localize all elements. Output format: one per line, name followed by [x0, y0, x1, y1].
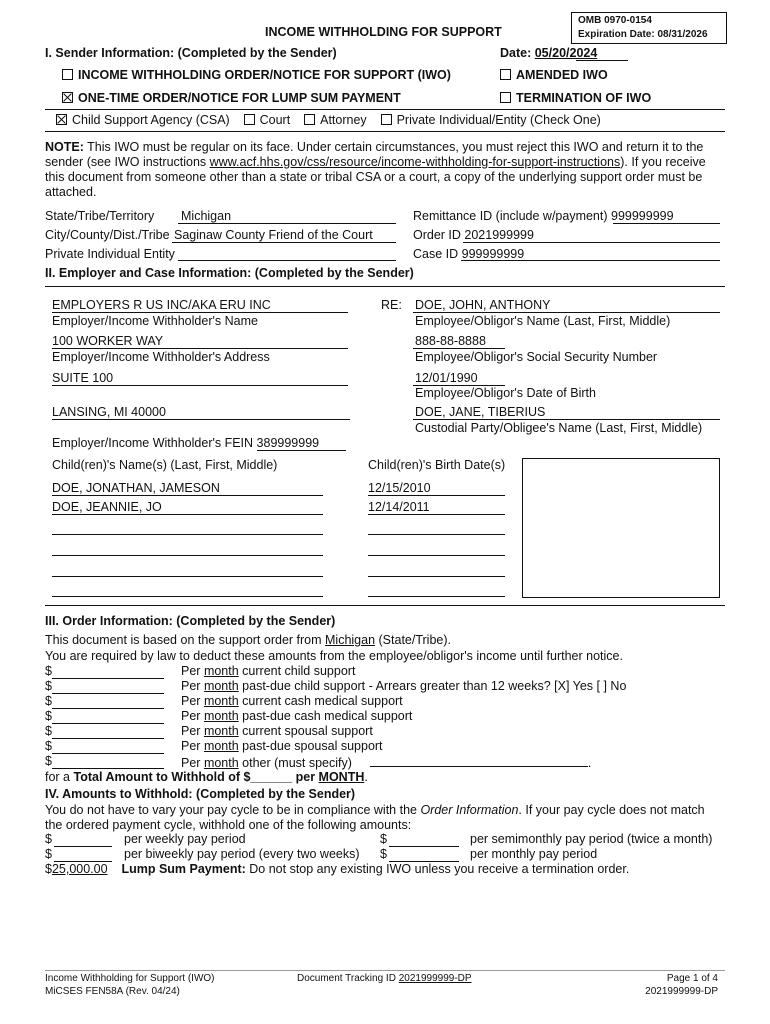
order-based-on: This document is based on the support order from Michigan (State/Tribe).: [45, 633, 451, 647]
weekly-amount[interactable]: [54, 846, 112, 847]
semimonthly-amount[interactable]: [389, 846, 459, 847]
order-amount-field[interactable]: [52, 753, 164, 754]
checkbox-unchecked[interactable]: [500, 69, 511, 80]
custodial-name-label: Custodial Party/Obligee's Name (Last, First, Middle): [415, 421, 703, 435]
order-dollar: $: [45, 739, 52, 753]
instructions-link[interactable]: www.acf.hhs.gov/css/resource/income-withholding-for-support-instructions: [209, 155, 621, 169]
option-amended-label: AMENDED IWO: [516, 68, 608, 82]
employer-address-1[interactable]: 100 WORKER WAY: [52, 334, 164, 348]
semimonthly-label: per semimonthly pay period (twice a month): [470, 832, 713, 846]
semimonthly-dollar: $: [380, 832, 387, 846]
employee-ssn[interactable]: 888-88-8888: [415, 334, 486, 348]
order-amount-field[interactable]: [52, 708, 164, 709]
checkbox-checked[interactable]: [56, 114, 67, 125]
city-value[interactable]: Saginaw County Friend of the Court: [174, 228, 373, 242]
employer-address-3[interactable]: LANSING, MI 40000: [52, 405, 166, 419]
employer-address-label: Employer/Income Withholder's Address: [52, 350, 270, 364]
other-specify-field[interactable]: [370, 754, 588, 767]
sender-attorney-label: Attorney: [320, 113, 367, 127]
footer-page-number: Page 1 of 4: [666, 973, 718, 984]
fein-field[interactable]: Employer/Income Withholder's FEIN 389999999: [52, 436, 320, 450]
case-id-field[interactable]: Case ID 999999999: [413, 247, 525, 261]
sender-csa-label: Child Support Agency (CSA): [72, 113, 230, 127]
state-label: State/Tribe/Territory: [45, 209, 155, 223]
page-title: INCOME WITHHOLDING FOR SUPPORT: [265, 25, 502, 39]
employer-name-label: Employer/Income Withholder's Name: [52, 314, 258, 328]
order-dollar: $: [45, 664, 52, 678]
employee-dob[interactable]: 12/01/1990: [415, 371, 478, 385]
order-item-3: Per month current cash medical support: [181, 694, 403, 708]
checkbox-unchecked[interactable]: [304, 114, 315, 125]
children-names-label: Child(ren)'s Name(s) (Last, First, Middle): [52, 458, 278, 472]
employee-dob-label: Employee/Obligor's Date of Birth: [415, 386, 596, 400]
order-item-6: Per month past-due spousal support: [181, 739, 383, 753]
date-label: Date:: [500, 46, 535, 60]
notes-box[interactable]: [522, 458, 720, 598]
weekly-label: per weekly pay period: [124, 832, 246, 846]
section-2-heading: II. Employer and Case Information: (Completed by the Sender): [45, 266, 414, 280]
footer-form-number: MiCSES FEN58A (Rev. 04/24): [45, 986, 180, 997]
order-amount-field[interactable]: [52, 678, 164, 679]
option-onetime-label: ONE-TIME ORDER/NOTICE FOR LUMP SUM PAYMENT: [78, 91, 401, 105]
date-field: [500, 46, 597, 60]
child-dob-1[interactable]: 12/15/2010: [368, 481, 431, 495]
order-dollar: $: [45, 679, 52, 693]
note-line-1: NOTE: This IWO must be regular on its face. Under certain circumstances, you must reject this IWO and return it to the: [45, 140, 704, 154]
sender-private-label: Private Individual/Entity (Check One): [396, 113, 601, 127]
total-line: for a Total Amount to Withhold of $______ per MONTH.: [45, 770, 368, 784]
footer-tracking-id-right: 2021999999-DP: [645, 986, 718, 997]
option-termination[interactable]: [500, 91, 651, 105]
order-item-4: Per month past-due cash medical support: [181, 709, 413, 723]
order-item-2: Per month past-due child support - Arrears greater than 12 weeks? [X] Yes [ ] No: [181, 679, 627, 693]
withhold-one-line: the ordered payment cycle, withhold one of the following amounts:: [45, 818, 412, 832]
order-dollar: $: [45, 754, 52, 768]
child-dob-2[interactable]: 12/14/2011: [368, 500, 430, 514]
order-amount-field[interactable]: [52, 738, 164, 739]
date-value[interactable]: 05/20/2024: [534, 46, 598, 60]
order-dollar: $: [45, 709, 52, 723]
lump-sum-amount[interactable]: 25,000.00: [51, 862, 108, 876]
option-iwo[interactable]: [62, 68, 451, 82]
weekly-dollar: $: [45, 832, 52, 846]
monthly-dollar: $: [380, 847, 387, 861]
child-name-2[interactable]: DOE, JEANNIE, JO: [52, 500, 162, 514]
note-line-3: this document from someone other than a state or tribal CSA or a court, a copy of the underlying support order must be: [45, 170, 703, 184]
child-name-1[interactable]: DOE, JONATHAN, JAMESON: [52, 481, 220, 495]
footer-tracking-id: Document Tracking ID 2021999999-DP: [297, 973, 472, 984]
order-amount-field[interactable]: [52, 768, 164, 769]
custodial-name[interactable]: DOE, JANE, TIBERIUS: [415, 405, 546, 419]
order-amount-field[interactable]: [52, 693, 164, 694]
employee-name[interactable]: DOE, JOHN, ANTHONY: [415, 298, 551, 312]
employee-ssn-label: Employee/Obligor's Social Security Number: [415, 350, 658, 364]
checkbox-unchecked[interactable]: [244, 114, 255, 125]
checkbox-unchecked[interactable]: [381, 114, 392, 125]
city-label: City/County/Dist./Tribe: [45, 228, 170, 242]
option-termination-label: TERMINATION OF IWO: [516, 91, 652, 105]
section-3-heading: III. Order Information: (Completed by the Sender): [45, 614, 336, 628]
footer-form-name: Income Withholding for Support (IWO): [45, 973, 215, 984]
omb-expiration: Expiration Date: 08/31/2026: [578, 29, 708, 40]
private-entity-label: Private Individual Entity: [45, 247, 175, 261]
order-dollar: $: [45, 694, 52, 708]
employer-address-2[interactable]: SUITE 100: [52, 371, 114, 385]
sender-type-row: [56, 113, 601, 127]
order-item-7: Per month other (must specify) .: [181, 756, 592, 770]
section-4-heading: IV. Amounts to Withhold: (Completed by the Sender): [45, 787, 356, 801]
note-line-4: attached.: [45, 185, 97, 199]
vary-pay-line: You do not have to vary your pay cycle to be in compliance with the Order Information. If your pay cycle does not match: [45, 803, 705, 817]
section-1-heading: I. Sender Information: (Completed by the Sender): [45, 46, 337, 60]
order-item-5: Per month current spousal support: [181, 724, 373, 738]
employer-name[interactable]: EMPLOYERS R US INC/AKA ERU INC: [52, 298, 271, 312]
employee-name-label: Employee/Obligor's Name (Last, First, Middle): [415, 314, 671, 328]
state-value[interactable]: Michigan: [181, 209, 232, 223]
omb-number: OMB 0970-0154: [578, 15, 652, 26]
order-dollar: $: [45, 724, 52, 738]
checkbox-checked[interactable]: [62, 92, 73, 103]
order-id-field[interactable]: Order ID 2021999999: [413, 228, 534, 242]
remittance-field[interactable]: Remittance ID (include w/payment) 999999999: [413, 209, 674, 223]
order-required: You are required by law to deduct these amounts from the employee/obligor's income until further notice.: [45, 649, 623, 663]
biweekly-label: per biweekly pay period (every two weeks): [124, 847, 360, 861]
biweekly-dollar: $: [45, 847, 52, 861]
checkbox-unchecked[interactable]: [62, 69, 73, 80]
sender-court-label: Court: [259, 113, 291, 127]
option-amended[interactable]: [500, 68, 608, 82]
order-amount-field[interactable]: [52, 723, 164, 724]
order-item-1: Per month current child support: [181, 664, 356, 678]
children-dob-label: Child(ren)'s Birth Date(s): [368, 458, 506, 472]
option-iwo-label: INCOME WITHHOLDING ORDER/NOTICE FOR SUPPORT (IWO): [78, 68, 451, 82]
re-label: RE:: [381, 298, 402, 312]
option-onetime[interactable]: [62, 91, 401, 105]
monthly-label: per monthly pay period: [470, 847, 598, 861]
lump-sum-line: $25,000.00 Lump Sum Payment: Do not stop any existing IWO unless you receive a termination order.: [45, 862, 630, 876]
note-line-2: sender (see IWO instructions www.acf.hhs.gov/css/resource/income-withholding-for-support-instructions). If you receive: [45, 155, 706, 169]
checkbox-unchecked[interactable]: [500, 92, 511, 103]
